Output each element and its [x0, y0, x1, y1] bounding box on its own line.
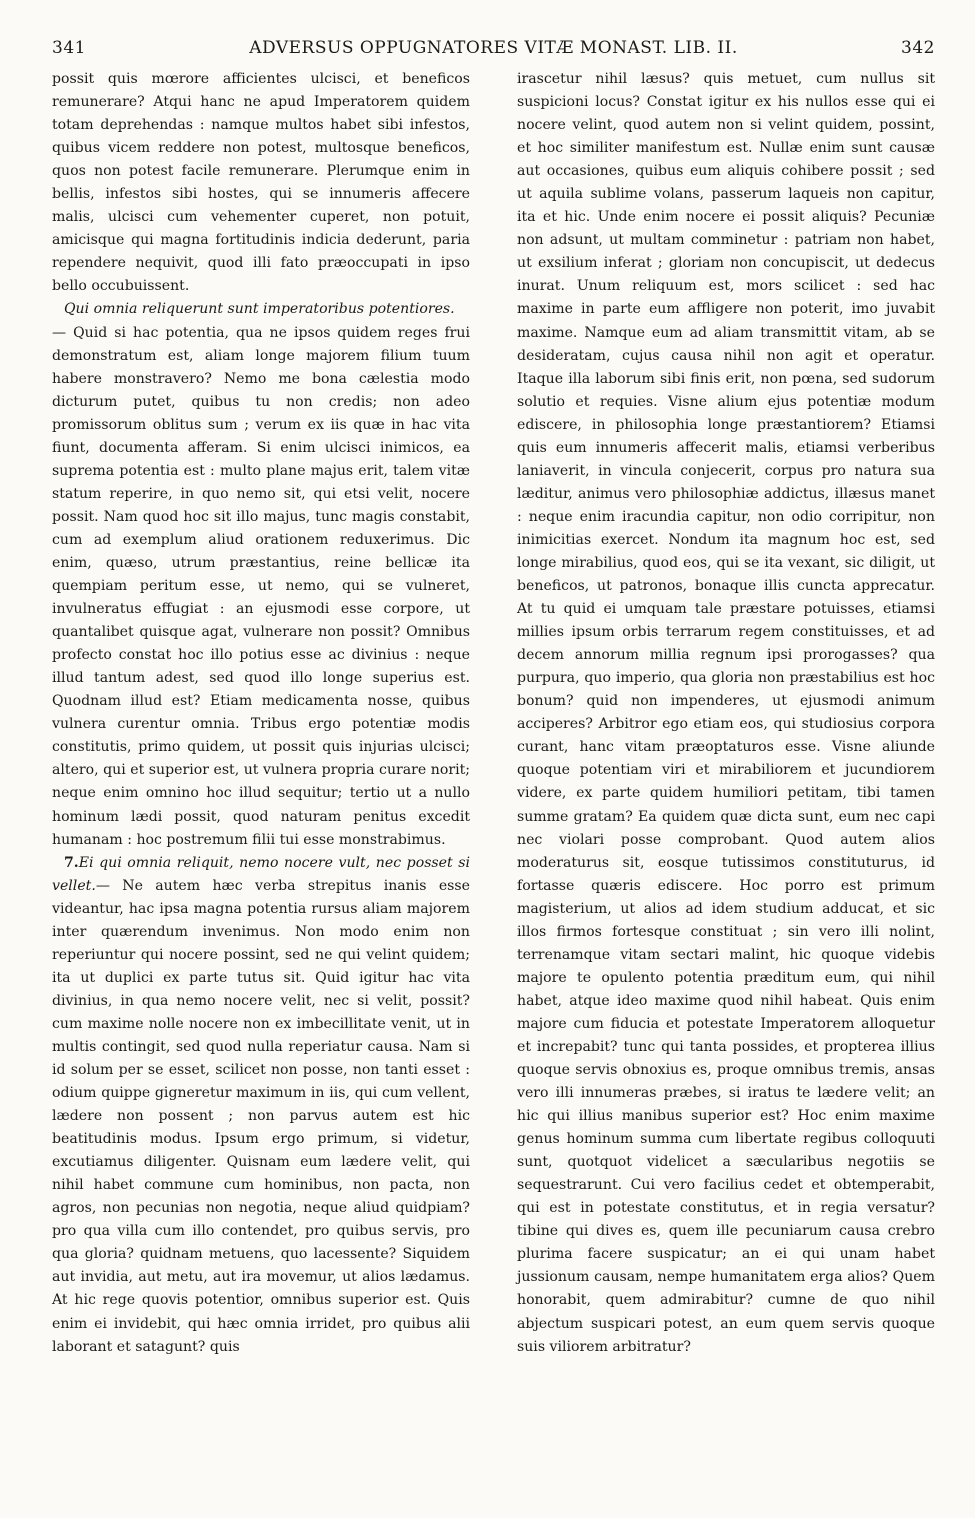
- text-columns: [52, 68, 935, 1359]
- paragraph: [52, 852, 470, 1359]
- section-number: 7.: [64, 854, 79, 871]
- paragraph-text: — Ne autem hæc verba strepitus inanis esse videantur, hac ipsa magna potentia rursus aliam majorem inter quærendum invenimus. Non modo enim non reperiuntur qui nocere possint, sed ne qui velint quidem; ita ut duplici ex parte tutus sit. Quid igitur hac vita divinius, in qua nemo nocere velit, nec si velit, possit? cum maxime nolle nocere non ex imbecillitate venit, ut in multis contingit, sed quod nulla reperiatur causa. Nam si id solum per se esset, scilicet non posse, non tanti esset : odium quippe gigneretur maximum in iis, qui cum vellent, lædere non possent ; non parvus autem est hic beatitudinis modus. Ipsum ergo primum, si videtur, excutiamus diligenter. Quisnam eum lædere velit, qui nihil habet commune cum hominibus, non pacta, non agros, non pecunias non negotia, neque aliud quidpiam? pro qua villa cum illo contendet, pro quibus servis, pro qua gloria? quidnam metuens, quo lacessente? Siquidem aut invidia, aut metu, aut ira movemur, ut alios lædamus. At hic rege quovis potentior, omnibus superior est. Quis enim ei invidebit, qui hæc omnia irridet, pro quibus alii laborant et satagunt? quis: [52, 877, 470, 1355]
- right-column: [517, 68, 935, 1359]
- paragraph: irascetur nihil læsus? quis metuet, cum nullus sit suspicioni locus? Constat igitur ex his nullos esse qui ei nocere velint, quod autem non si velint quidem, possint, et hoc similiter manifestum est. Nullæ enim sunt causæ aut occasiones, quibus eum aliquis cohibere possit ; sed ut aquila sublime volans, passerum laqueis non capitur, ita et hic. Unde enim nocere ei possit aliquis? Pecuniæ non adsunt, ut multam comminetur : patriam non habet, ut exsilium inferat ; gloriam non concupiscit, ut dedecus inurat. Unum reliquum est, mors scilicet : sed hac maxime in parte eum affligere non poterit, imo juvabit maxime. Namque eum ad aliam transmittit vitam, ab se desideratam, cujus causa nihil non agit et operatur. Itaque illa laborum sibi finis erit, non pœna, sed sudorum solutio et requies. Visne alium ejus potentiæ modum ediscere, in philosophia longe præstantiorem? Etiamsi quis eum innumeris affecerit malis, etiamsi verberibus laniaverit, in vincula conjecerit, corpus pro natura sua læditur, animus vero philosophiæ addictus, illæsus manet : neque enim iracundia capitur, non odio corripitur, non inimicitias exercet. Nondum ita magnum hoc est, sed longe mirabilius, quod eos, qui se ita vexant, sic diligit, ut beneficos, ut patronos, bonaque illis cuncta apprecatur. At tu quid ei umquam tale præstare potuisses, etiamsi millies ipsum orbis terrarum regem constituisses, et ad decem annorum millia regnum ipsi prorogasses? qua purpura, quo imperio, qua gloria non præstabilius est hoc bonum? quid non impenderes, ut ejusmodi animum acciperes? Arbitror ego etiam eos, qui studiosius corpora curant, hanc vitam præoptaturos esse. Visne aliunde quoque potentiam viri et mirabiliorem et jucundiorem videre, ex parte quidem humiliori petitam, tibi tamen summe gratam? Ea quidem quæ dicta sunt, eum nec capi nec violari posse comprobant. Quod autem alios moderaturus sit, eosque tutissimos constituturus, id fortasse quæris ediscere. Hoc porro est primum magisterium, ut alios ad idem studium adducat, et sic illos firmos fortesque constituat ; sin vero illi nolint, terrenamque vitam sectari malint, hic quoque videbis majore te opulento potentia præditum eum, qui nihil habet, atque ideo maxime quod nihil habeat. Quis enim majore cum fiducia et potestate Imperatorem alloquetur et increpabit? tunc qui tanta possides, et propterea illius quoque servis obnoxius es, proque omnibus tremis, ansas vero illi innumeras præbes, si iratus te lædere velit; an hic qui illius manibus superior est? Hoc enim maxime genus hominum summa cum libertate regibus colloquuti sunt, quotquot videlicet a sæcularibus negotiis se sequestrarunt. Cui vero facilius cedet et obtemperabit, qui est in potestate constitutus, et in regia versatur? tibine qui dives es, quem ille pecuniarum causa crebro plurima facere suspicatur; an ei qui unam habet jussionum causam, nempe humanitatem erga alios? Quem honorabit, quem admirabitur? cumne de quo nihil abjectum suspicari potest, an eum quem servis quoque suis viliorem arbitratur?: [517, 71, 935, 1355]
- section-heading: Ei qui omnia reliquit, nemo nocere vult, nec posset si vellet.: [52, 854, 470, 894]
- running-title: ADVERSUS OPPUGNATORES VITÆ MONAST. LIB. II.: [249, 38, 738, 58]
- page-number-right: 342: [901, 38, 935, 58]
- paragraph: possit quis mœrore afficientes ulcisci, et beneficos remunerare? Atqui hanc ne apud Imperatorem quidem totam deprehendas : namque multos habet sibi infestos, quibus vicem reddere non potest, multosque beneficos, quos non potest facile remunerare. Plerumque enim in bellis, infestos sibi hostes, qui se innumeris affecere malis, ulcisci cum vehementer cuperet, non potuit, amicisque qui magna fortitudinis indicia dederunt, paria rependere nequivit, quod illi fato præoccupati in ipso bello occubuissent.: [52, 71, 470, 295]
- left-column: [52, 68, 470, 1359]
- page-number-left: 341: [52, 38, 86, 58]
- paragraph: [52, 298, 470, 851]
- running-header: [52, 38, 935, 64]
- paragraph-text: — Quid si hac potentia, qua ne ipsos quidem reges frui demonstratum est, aliam longe majorem filium tuum habere monstravero? Nemo me bona cælestia modo dicturum putet, quibus tu non credis; non adeo promissorum oblitus sum ; verum ex iis quæ in hac vita fiunt, documenta afferam. Si enim ulcisci inimicos, ea suprema potentia est : multo plane majus erit, talem vitæ statum reperire, in quo nemo sit, qui etsi velit, nocere possit. Nam quod hoc sit illo majus, tunc magis constabit, cum ad exemplum aliud orationem reduxerimus. Dic enim, quæso, utrum præstantius, reine bellicæ ita quempiam peritum esse, ut nemo, qui se vulneret, invulneratus effugiat : an ejusmodi esse corpore, ut quantalibet quisque agat, vulnerare non possit? Omnibus profecto constat hoc illo potius esse ac divinius : neque illud tantum adest, sed quod illo longe superius est. Quodnam illud est? Etiam medicamenta nosse, quibus vulnera curentur omnia. Tribus ergo potentiæ modis constitutis, primo quidem, ut possit quis injurias ulcisci; altero, qui et superior est, ut vulnera propria curare norit; neque enim omnino hoc illud sequitur; tertio ut a nullo hominum lædi possit, quod naturam penitus excedit humanam : hoc postremum filii tui esse monstrabimus.: [52, 324, 470, 848]
- section-heading: Qui omnia reliquerunt sunt imperatoribus potentiores.: [64, 301, 455, 318]
